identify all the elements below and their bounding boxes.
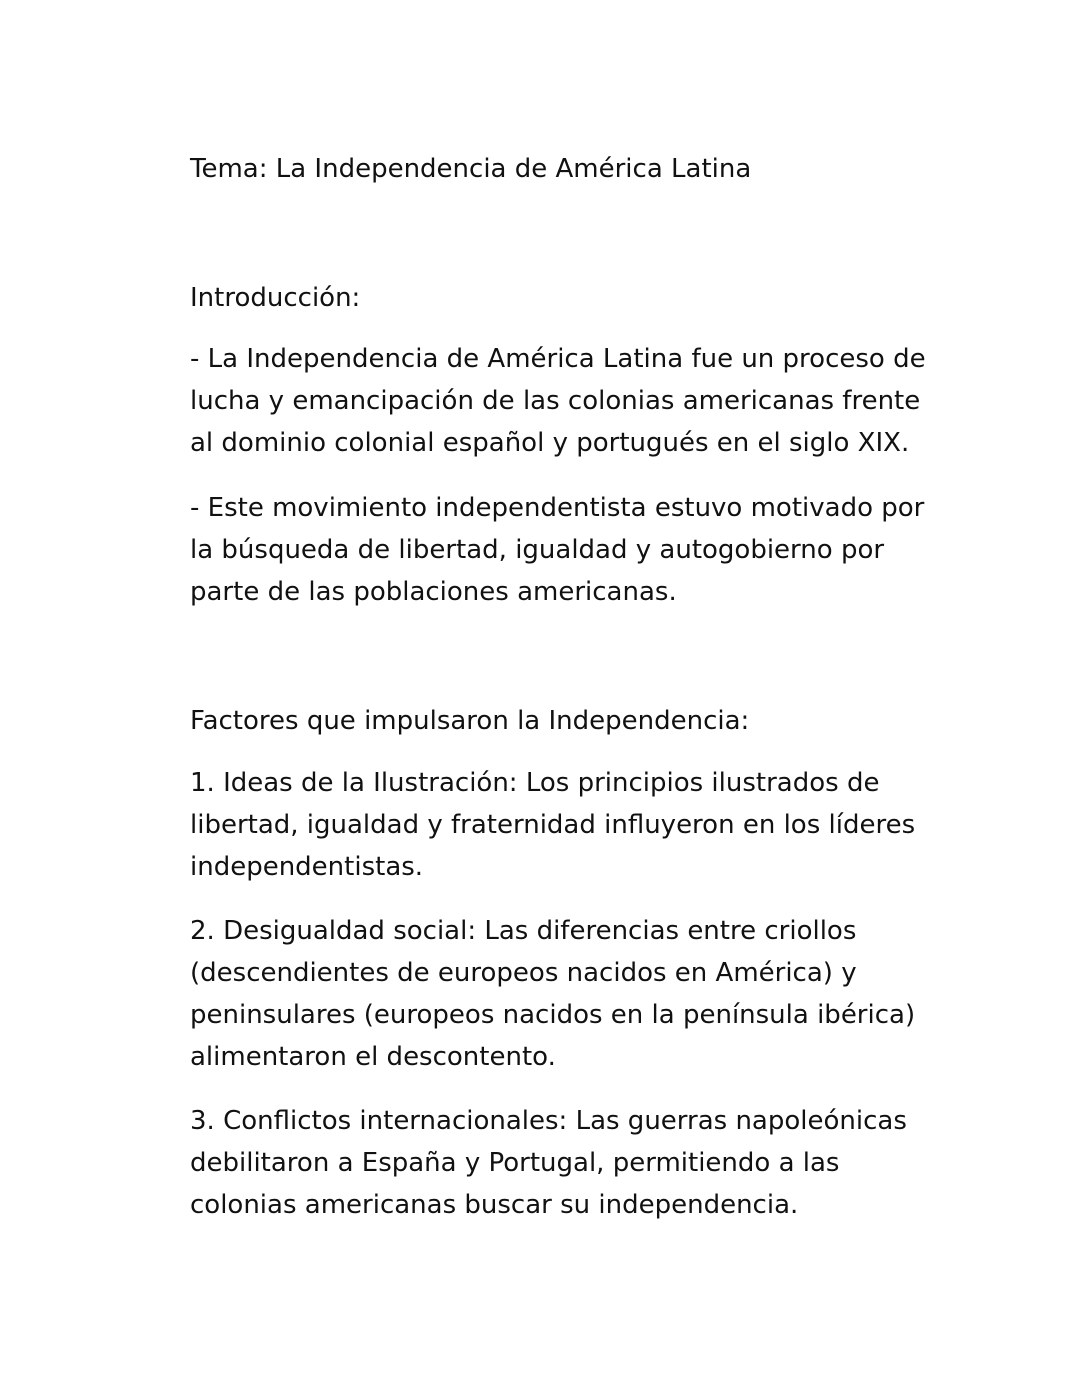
introduction-paragraph: - La Independencia de América Latina fue un proceso de lucha y emancipación de las colonias americanas frente al dominio colonial español y portugués en el siglo XIX. <box>190 344 926 458</box>
factor-item: 2. Desigualdad social: Las diferencias entre criollos (descendientes de europeos nacidos en América) y peninsulares (europeos nacidos en la península ibérica) alimentaron el descontento. <box>190 916 916 1072</box>
introduction-heading: Introducción: <box>190 283 361 313</box>
factor-item: 1. Ideas de la Ilustración: Los principios ilustrados de libertad, igualdad y fraternidad influyeron en los líderes independentistas. <box>190 768 916 882</box>
factor-item: 3. Conflictos internacionales: Las guerras napoleónicas debilitaron a España y Portugal, permitiendo a las colonias americanas buscar su independencia. <box>190 1106 907 1220</box>
topic-title: Tema: La Independencia de América Latina <box>190 154 752 184</box>
introduction-paragraph: - Este movimiento independentista estuvo motivado por la búsqueda de libertad, igualdad y autogobierno por parte de las poblaciones americanas. <box>190 493 925 607</box>
factors-heading: Factores que impulsaron la Independencia: <box>190 706 750 736</box>
